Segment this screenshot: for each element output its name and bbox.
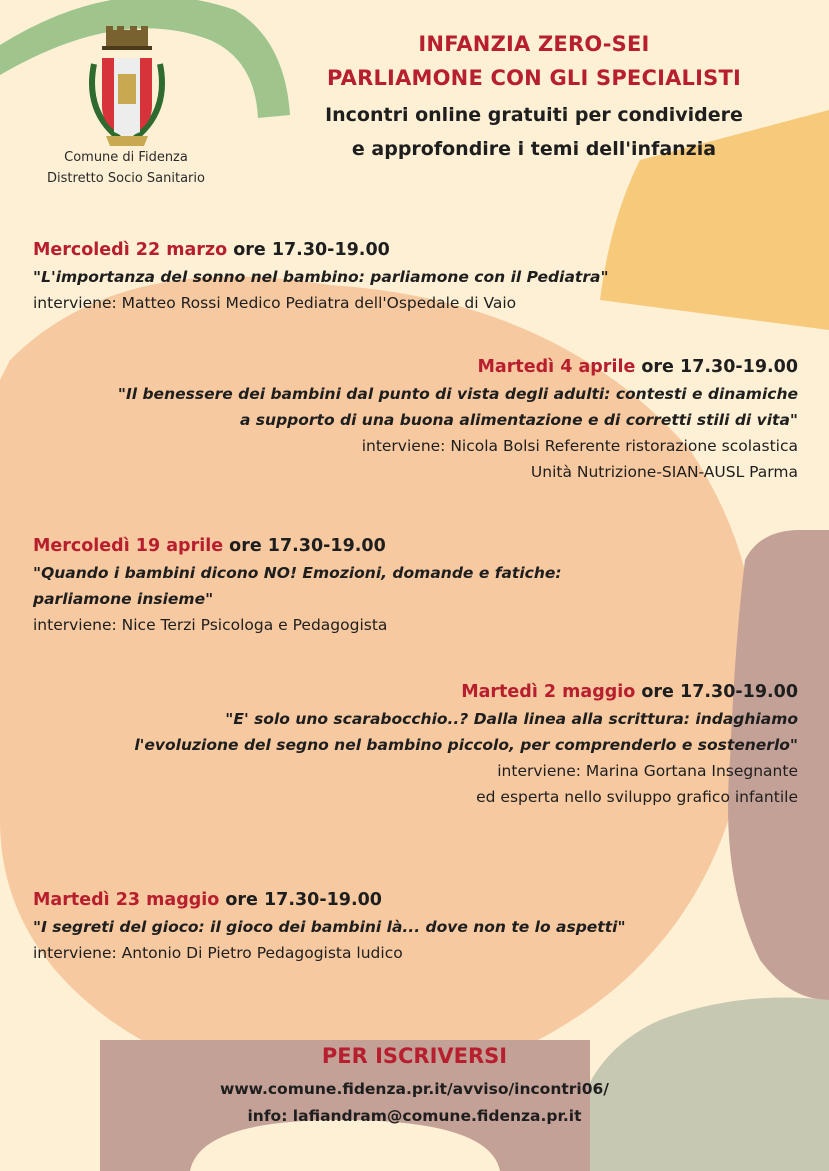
event-speaker-line-1: interviene: Marina Gortana Insegnante [497,762,798,780]
main-title: INFANZIA ZERO-SEI [418,32,650,56]
event-date-line [134,678,798,706]
event-speaker: interviene: Nice Terzi Psicologa e Pedagogista [33,616,388,634]
event-title-line-2: parliamone insieme" [33,590,214,608]
event-speaker-line-2: Unità Nutrizione-SIAN-AUSL Parma [530,463,798,481]
event-date-line [33,886,626,914]
registration-title: PER ISCRIVERSI [321,1044,508,1068]
event-title: "I segreti del gioco: il gioco dei bambini là... dove non te lo aspetti" [33,918,626,936]
intro-line-2: e approfondire i temi dell'infanzia [351,138,717,160]
event-time: ore 17.30-19.00 [641,682,798,702]
intro-line-1: Incontri online gratuiti per condividere [325,104,743,126]
event-1 [33,236,609,316]
event-title-line-2: a supporto di una buona alimentazione e di corretti stili di vita" [239,411,798,429]
event-speaker: interviene: Antonio Di Pietro Pedagogista ludico [33,944,403,962]
event-date: Martedì 23 maggio [33,890,220,910]
registration-email[interactable]: info: lafiandram@comune.fidenza.pr.it [247,1107,582,1125]
event-5 [33,886,626,966]
event-speaker: interviene: Matteo Rossi Medico Pediatra dell'Ospedale di Vaio [33,294,517,312]
event-time: ore 17.30-19.00 [641,357,798,377]
event-title-line-1: "Quando i bambini dicono NO! Emozioni, domande e fatiche: [33,564,562,582]
event-3 [33,532,562,638]
event-date: Mercoledì 19 aprile [33,536,224,556]
event-title-line-2: l'evoluzione del segno nel bambino piccolo, per comprenderlo e sostenerlo" [134,736,798,754]
event-date: Martedì 4 aprile [477,357,636,377]
organization-name: Comune di Fidenza [64,150,188,165]
event-speaker-line-2: ed esperta nello sviluppo grafico infantile [476,788,798,806]
event-time: ore 17.30-19.00 [225,890,382,910]
event-date: Mercoledì 22 marzo [33,240,228,260]
event-title: "L'importanza del sonno nel bambino: parliamone con il Pediatra" [33,268,609,286]
event-date-line [118,353,798,381]
event-date-line [33,532,562,560]
event-title-line-1: "E' solo uno scarabocchio..? Dalla linea alla scrittura: indaghiamo [225,710,798,728]
event-time: ore 17.30-19.00 [233,240,390,260]
event-date: Martedì 2 maggio [461,682,636,702]
event-date-line [33,236,609,264]
organization-district: Distretto Socio Sanitario [47,171,205,186]
event-time: ore 17.30-19.00 [229,536,386,556]
event-4 [134,678,798,810]
event-speaker-line-1: interviene: Nicola Bolsi Referente ristorazione scolastica [361,437,798,455]
municipal-coat-of-arms-icon [84,24,170,152]
event-2 [118,353,798,485]
registration-url[interactable]: www.comune.fidenza.pr.it/avviso/incontri06/ [220,1080,609,1098]
event-title-line-1: "Il benessere dei bambini dal punto di vista degli adulti: contesti e dinamiche [117,385,798,403]
main-subtitle-title: PARLIAMONE CON GLI SPECIALISTI [326,66,741,90]
